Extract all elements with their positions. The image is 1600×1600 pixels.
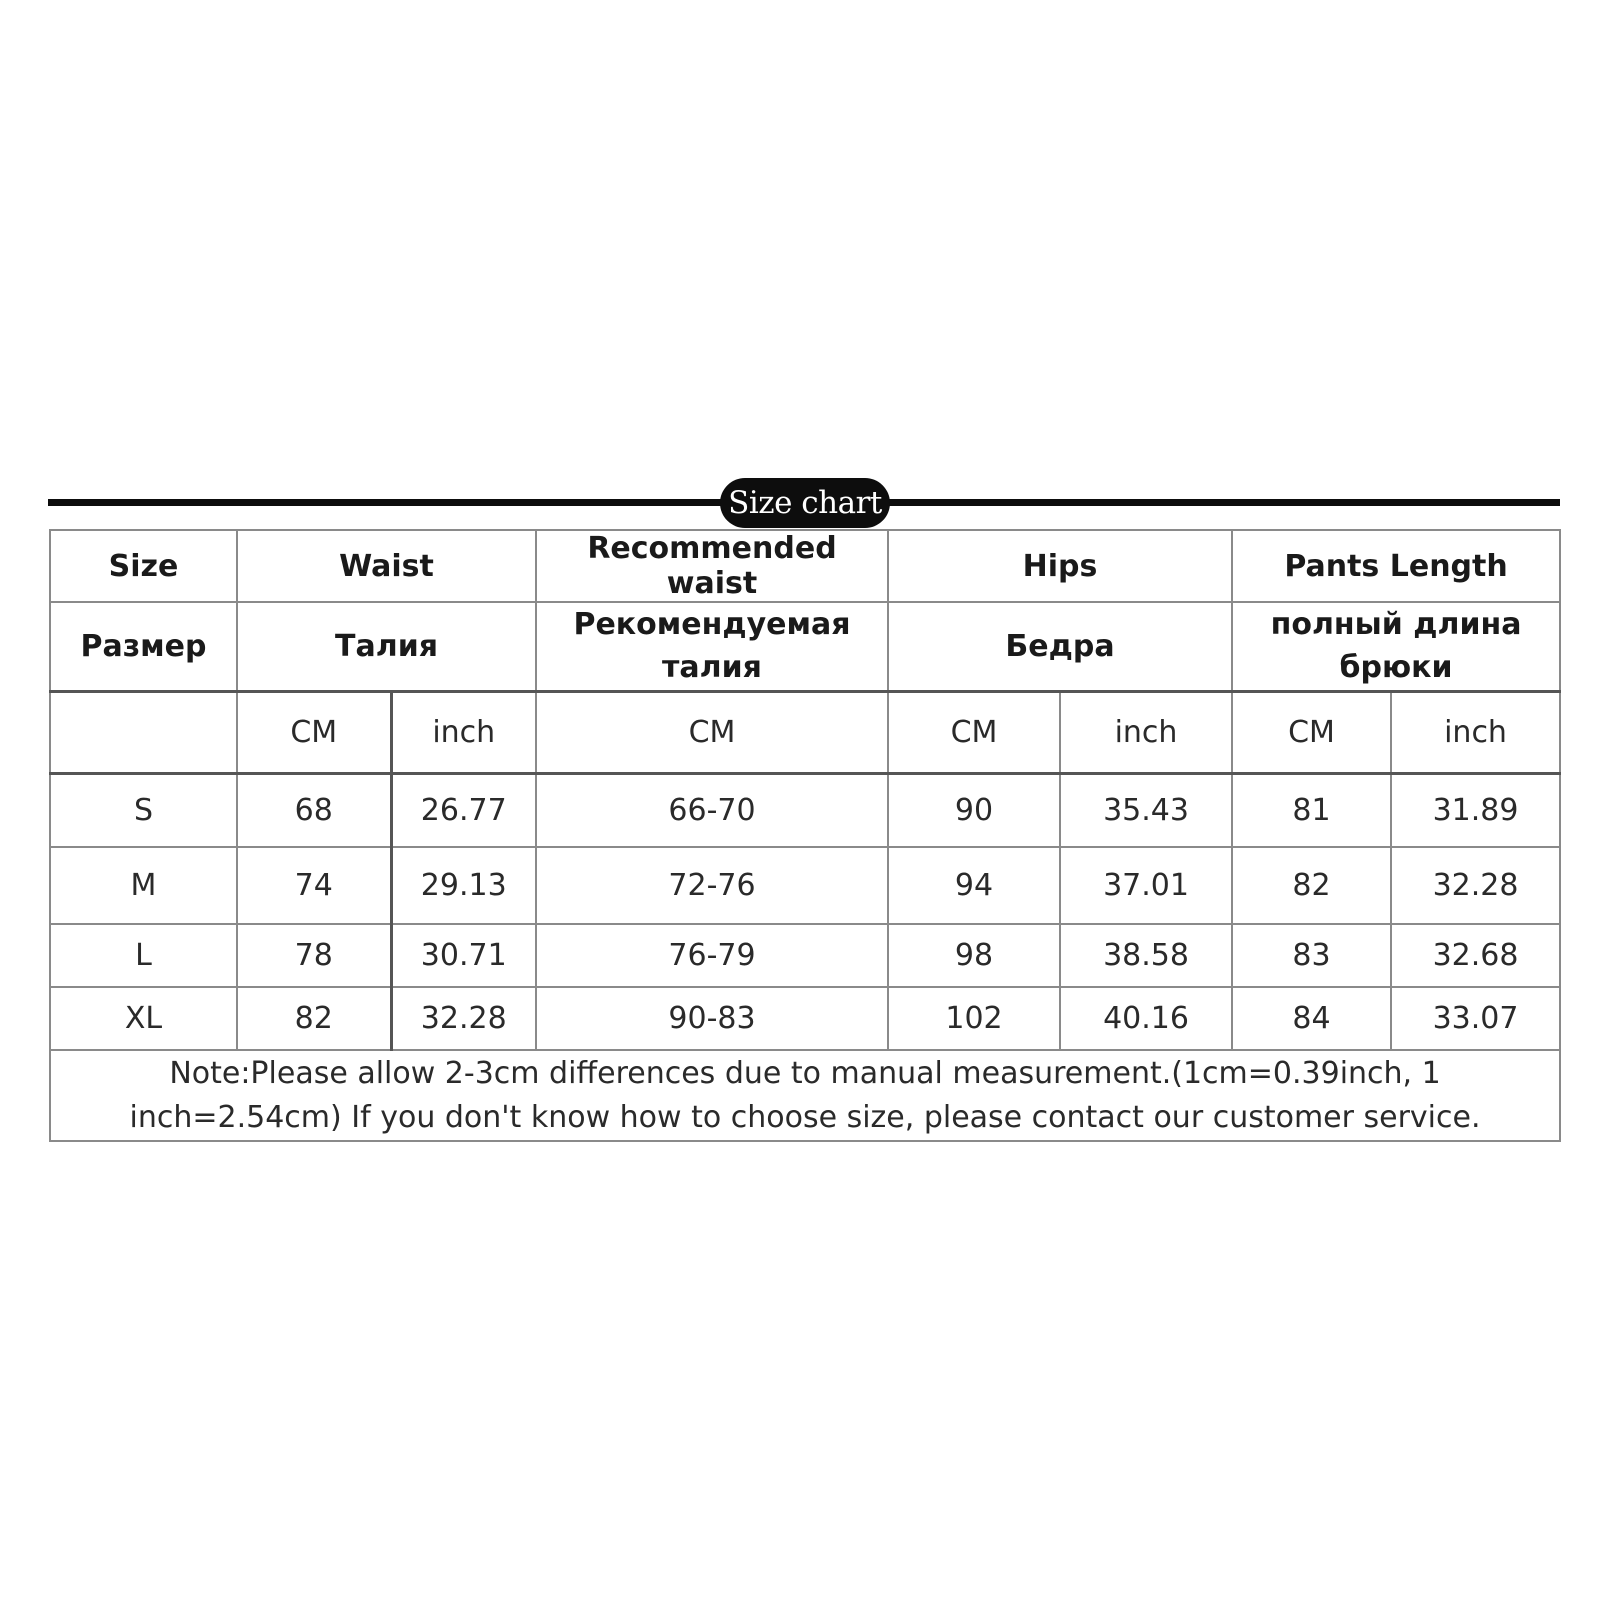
unit-recommended-cm: CM xyxy=(536,691,888,773)
cell-size: XL xyxy=(50,987,237,1050)
cell-size: M xyxy=(50,847,237,924)
cell-length-cm: 81 xyxy=(1232,773,1391,847)
header-row-en xyxy=(50,530,1560,602)
cell-waist-cm: 78 xyxy=(237,924,391,987)
header-pants-length: Pants Length xyxy=(1232,530,1560,602)
cell-length-inch: 32.68 xyxy=(1391,924,1560,987)
cell-hips-inch: 40.16 xyxy=(1060,987,1232,1050)
unit-waist-cm: CM xyxy=(237,691,391,773)
header-waist-ru: Талия xyxy=(237,602,536,691)
cell-hips-inch: 38.58 xyxy=(1060,924,1232,987)
header-pants-length-ru: полный длина брюки xyxy=(1232,602,1560,691)
unit-size xyxy=(50,691,237,773)
cell-hips-cm: 102 xyxy=(888,987,1060,1050)
size-chart-table xyxy=(49,529,1561,1142)
header-size: Size xyxy=(50,530,237,602)
header-row-ru xyxy=(50,602,1560,691)
cell-recommended-cm: 66-70 xyxy=(536,773,888,847)
cell-recommended-cm: 72-76 xyxy=(536,847,888,924)
cell-hips-inch: 37.01 xyxy=(1060,847,1232,924)
cell-waist-inch: 30.71 xyxy=(391,924,536,987)
note-row xyxy=(50,1050,1560,1141)
header-waist: Waist xyxy=(237,530,536,602)
header-hips-ru: Бедра xyxy=(888,602,1232,691)
unit-hips-cm: CM xyxy=(888,691,1060,773)
cell-recommended-cm: 76-79 xyxy=(536,924,888,987)
header-size-ru: Размер xyxy=(50,602,237,691)
cell-recommended-cm: 90-83 xyxy=(536,987,888,1050)
table-row xyxy=(50,847,1560,924)
cell-waist-cm: 74 xyxy=(237,847,391,924)
cell-hips-cm: 98 xyxy=(888,924,1060,987)
header-hips: Hips xyxy=(888,530,1232,602)
table-row xyxy=(50,924,1560,987)
cell-waist-cm: 68 xyxy=(237,773,391,847)
unit-length-inch: inch xyxy=(1391,691,1560,773)
cell-length-inch: 32.28 xyxy=(1391,847,1560,924)
cell-waist-inch: 29.13 xyxy=(391,847,536,924)
cell-length-cm: 82 xyxy=(1232,847,1391,924)
cell-hips-cm: 94 xyxy=(888,847,1060,924)
header-recommended-waist-ru: Рекомендуемая талия xyxy=(536,602,888,691)
cell-length-cm: 83 xyxy=(1232,924,1391,987)
cell-length-cm: 84 xyxy=(1232,987,1391,1050)
cell-length-inch: 33.07 xyxy=(1391,987,1560,1050)
table-row xyxy=(50,773,1560,847)
cell-waist-inch: 32.28 xyxy=(391,987,536,1050)
unit-waist-inch: inch xyxy=(391,691,536,773)
cell-size: L xyxy=(50,924,237,987)
cell-hips-cm: 90 xyxy=(888,773,1060,847)
table-row xyxy=(50,987,1560,1050)
cell-waist-cm: 82 xyxy=(237,987,391,1050)
cell-length-inch: 31.89 xyxy=(1391,773,1560,847)
cell-waist-inch: 26.77 xyxy=(391,773,536,847)
cell-size: S xyxy=(50,773,237,847)
page-title: Size chart xyxy=(720,478,890,528)
unit-hips-inch: inch xyxy=(1060,691,1232,773)
cell-hips-inch: 35.43 xyxy=(1060,773,1232,847)
units-row xyxy=(50,691,1560,773)
unit-length-cm: CM xyxy=(1232,691,1391,773)
header-recommended-waist: Recommended waist xyxy=(536,530,888,602)
measurement-note: Note:Please allow 2-3cm differences due to manual measurement.(1cm=0.39inch, 1 inch=2.54cm) If you don't know how to choose size, please contact our customer service. xyxy=(50,1050,1560,1141)
